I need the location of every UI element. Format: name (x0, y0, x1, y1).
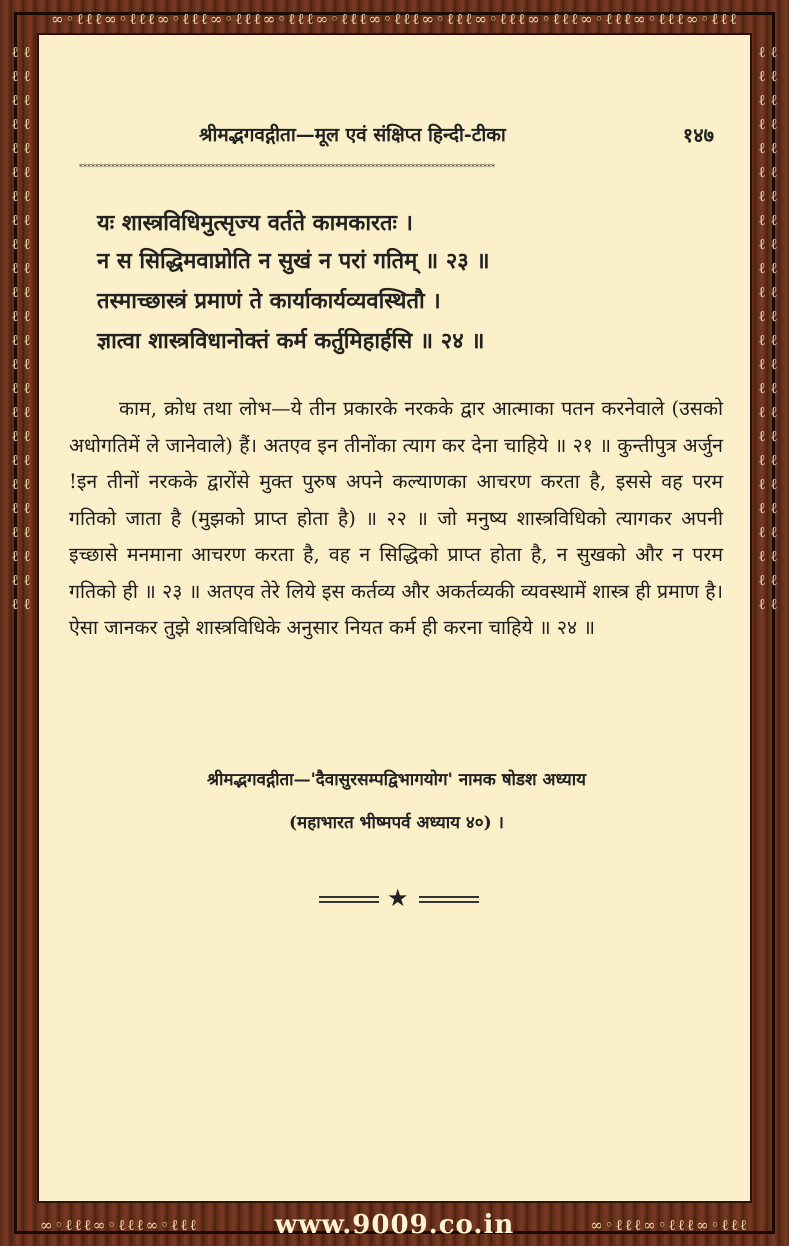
page-number: १४७ (682, 123, 714, 147)
star-separator: ******************************************************************************************************** (79, 163, 495, 172)
book-page (37, 33, 752, 1203)
divider-bar-left (319, 896, 379, 903)
website-url: www.9009.co.in (274, 1210, 515, 1240)
page-header (39, 121, 754, 151)
verse-line: यः शास्त्रविधिमुत्सृज्य वर्तते कामकारतः । (97, 210, 413, 236)
divider-bar-right (419, 896, 479, 903)
verse-line: ज्ञात्वा शास्त्रविधानोक्तं कर्म कर्तुमिहार्हसि ॥ २४ ॥ (97, 328, 485, 354)
chapter-reference: (महाभारत भीष्मपर्व अध्याय ४०) । (289, 813, 504, 833)
footer-ornament-left: ∞◦ℓℓℓ∞◦ℓℓℓ∞◦ℓℓℓ (40, 1216, 199, 1234)
star-icon: ★ (387, 884, 409, 912)
section-divider (319, 884, 479, 912)
running-title: श्रीमद्भगवद्गीता—मूल एवं संक्षिप्त हिन्दी-टीका (199, 124, 506, 146)
footer-ornament-right: ∞◦ℓℓℓ∞◦ℓℓℓ∞◦ℓℓℓ (590, 1216, 749, 1234)
top-ornament: ∞◦ℓℓℓ∞◦ℓℓℓ∞◦ℓℓℓ∞◦ℓℓℓ∞◦ℓℓℓ∞◦ℓℓℓ∞◦ℓℓℓ∞◦ℓℓℓ∞◦ℓℓℓ∞◦ℓℓℓ∞◦ℓℓℓ∞◦ℓℓℓ∞◦ℓℓℓ (51, 10, 739, 28)
left-ornament: ℓ ℓ ℓ ℓ ℓ ℓ ℓ ℓ ℓ ℓ ℓ ℓ ℓ ℓ ℓ ℓ ℓ ℓ ℓ ℓ ℓ ℓ ℓ ℓ ℓ ℓ ℓ ℓ ℓ ℓ ℓ ℓ ℓ ℓ ℓ ℓ ℓ ℓ ℓ ℓ ℓ ℓ ℓ ℓ ℓ ℓ ℓ ℓ (11, 43, 31, 613)
verse-line: न स सिद्धिमवाप्नोति न सुखं न परां गतिम् ॥ २३ ॥ (97, 248, 490, 274)
verse-line: तस्माच्छास्त्रं प्रमाणं ते कार्याकार्यव्यवस्थितौ । (97, 288, 441, 314)
commentary-text: काम, क्रोध तथा लोभ—ये तीन प्रकारके नरकके द्वार आत्माका पतन करनेवाले (उसको अधोगतिमें ले जानेवाले) हैं। अतएव इन तीनोंका त्याग कर देना चाहिये ॥ २१ ॥ कुन्तीपुत्र अर्जुन !इन तीनों नरकके द्वारोंसे मुक्त पुरुष अपने कल्याणका आचरण करता है, इससे वह परम गतिको जाता है (मुझको प्राप्त होता है) ॥ २२ ॥ जो मनुष्य शास्त्रविधिको त्यागकर अपनी इच्छासे मनमाना आचरण करता है, वह न सिद्धिको प्राप्त होता है, न सुखको और न परम गतिको ही ॥ २३ ॥ अतएव तेरे लिये इस कर्तव्य और अकर्तव्यकी व्यवस्थामें शास्त्र ही प्रमाण है। ऐसा जानकर तुझे शास्त्रविधिके अनुसार नियत कर्म ही करना चाहिये ॥ २४ ॥ (69, 397, 723, 639)
chapter-colophon: श्रीमद्भगवद्गीता—'दैवासुरसम्पद्विभागयोग' नामक षोडश अध्याय (206, 770, 587, 790)
right-ornament: ℓ ℓ ℓ ℓ ℓ ℓ ℓ ℓ ℓ ℓ ℓ ℓ ℓ ℓ ℓ ℓ ℓ ℓ ℓ ℓ ℓ ℓ ℓ ℓ ℓ ℓ ℓ ℓ ℓ ℓ ℓ ℓ ℓ ℓ ℓ ℓ ℓ ℓ ℓ ℓ ℓ ℓ ℓ ℓ ℓ ℓ ℓ ℓ (758, 43, 778, 613)
